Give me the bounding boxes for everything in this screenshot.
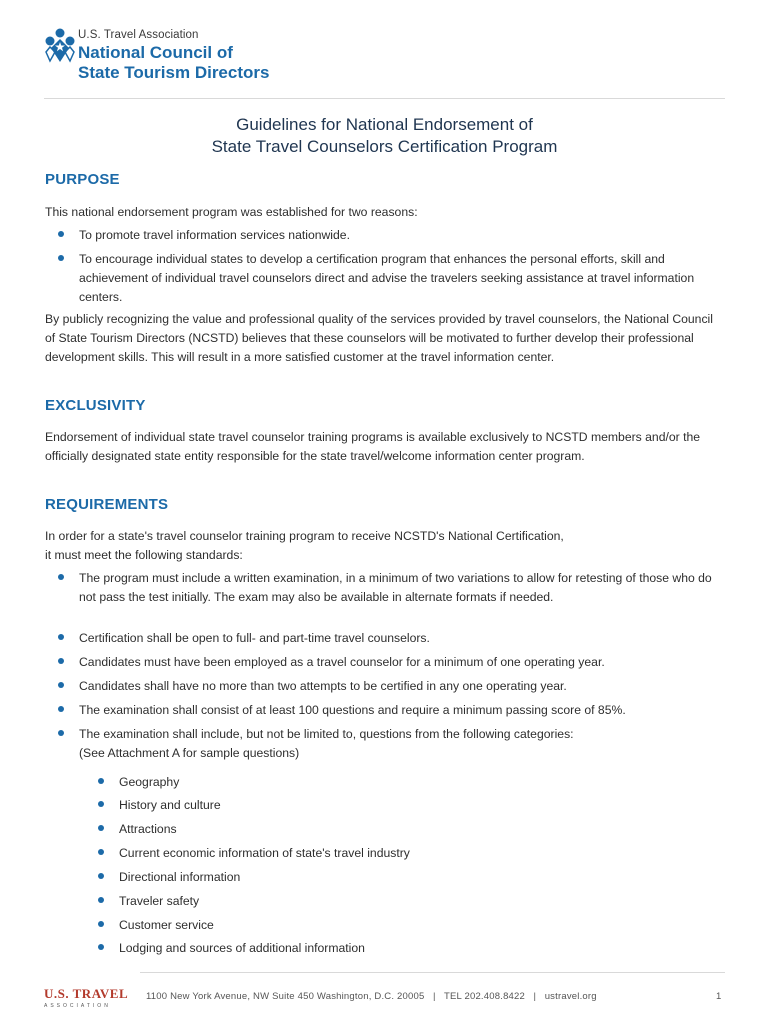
purpose-bullet-2: To encourage individual states to develop a certification program that enhances the personal efforts, skill and achievement of individual travel counselors direct and advise the travelers seeking assistance at travel information centers. <box>79 252 695 304</box>
category-item: Attractions <box>119 822 177 836</box>
title-line-2: State Travel Counselors Certification Program <box>211 137 558 156</box>
bullet-icon <box>98 849 104 855</box>
category-item: Lodging and sources of additional information <box>119 941 365 955</box>
bullet-icon <box>58 730 64 736</box>
exclusivity-body: Endorsement of individual state travel counselor training programs is available exclusively to NCSTD members and/or the officially designated state entity responsible for the state travel/welcome information center program. <box>45 430 701 463</box>
requirements-intro-line-2: it must meet the following standards: <box>45 548 243 562</box>
bullet-icon <box>58 634 64 640</box>
association-name: U.S. Travel Association <box>78 29 199 41</box>
purpose-bullet-1: To promote travel information services nationwide. <box>79 228 350 242</box>
requirement-bullet-6-note: (See Attachment A for sample questions) <box>79 746 300 760</box>
bullet-icon <box>58 658 64 664</box>
purpose-heading: PURPOSE <box>45 171 120 188</box>
document-title <box>44 114 725 158</box>
purpose-body: By publicly recognizing the value and professional quality of the services provided by travel counselors, the National Council of State Tourism Directors (NCSTD) believes that these counselors will be motivated to further develop their professional development skills. This will result in a more satisfied customer at the travel information center. <box>45 312 713 364</box>
requirement-bullet-3: Candidates must have been employed as a travel counselor for a minimum of one operating year. <box>79 655 605 669</box>
ustravel-logo <box>44 986 128 1009</box>
requirements-intro-line-1: In order for a state's travel counselor training program to receive NCSTD's National Certification, <box>45 529 564 543</box>
purpose-intro: This national endorsement program was established for two reasons: <box>45 205 418 219</box>
council-name-line-1: National Council of <box>78 43 233 62</box>
bullet-icon <box>58 682 64 688</box>
page-number: 1 <box>716 991 722 1002</box>
bullet-icon <box>58 255 64 261</box>
requirement-bullet-4: Candidates shall have no more than two attempts to be certified in any one operating year. <box>79 679 567 693</box>
exclusivity-heading: EXCLUSIVITY <box>45 397 146 414</box>
letterhead <box>44 26 344 88</box>
category-item: Traveler safety <box>119 894 200 908</box>
requirements-heading: REQUIREMENTS <box>45 496 169 513</box>
bullet-icon <box>98 897 104 903</box>
bullet-icon <box>98 825 104 831</box>
requirement-bullet-2: Certification shall be open to full- and part-time travel counselors. <box>79 631 430 645</box>
header-divider <box>44 98 725 99</box>
requirement-bullet-5: The examination shall consist of at least 100 questions and require a minimum passing score of 85%. <box>79 703 626 717</box>
footer-divider <box>140 972 725 973</box>
bullet-icon <box>98 873 104 879</box>
footer-logo-sub: ASSOCIATION <box>44 1003 111 1009</box>
bullet-icon <box>98 944 104 950</box>
ncstd-logo-icon <box>44 28 76 64</box>
category-item: Directional information <box>119 870 241 884</box>
bullet-icon <box>58 706 64 712</box>
bullet-icon <box>98 778 104 784</box>
category-item: Geography <box>119 775 180 789</box>
footer-address: 1100 New York Avenue, NW Suite 450 Washington, D.C. 20005 | TEL 202.408.8422 | ustravel.org <box>146 991 597 1002</box>
council-name <box>78 43 269 83</box>
title-line-1: Guidelines for National Endorsement of <box>236 115 533 134</box>
requirements-intro <box>45 527 725 565</box>
council-name-line-2: State Tourism Directors <box>78 63 270 82</box>
category-item: Customer service <box>119 918 214 932</box>
requirement-bullet-6-text: The examination shall include, but not be limited to, questions from the following categories: <box>79 727 574 741</box>
footer-logo-main: U.S. TRAVEL <box>44 986 129 1001</box>
bullet-icon <box>98 921 104 927</box>
bullet-icon <box>58 574 64 580</box>
bullet-icon <box>58 231 64 237</box>
requirement-bullet-6 <box>79 725 729 763</box>
requirement-bullet-1: The program must include a written examination, in a minimum of two variations to allow for retesting of those who do not pass the test initially. The exam may also be available in alternate formats if needed. <box>79 571 712 604</box>
bullet-icon <box>98 801 104 807</box>
category-item: History and culture <box>119 798 221 812</box>
category-item: Current economic information of state's travel industry <box>119 846 410 860</box>
